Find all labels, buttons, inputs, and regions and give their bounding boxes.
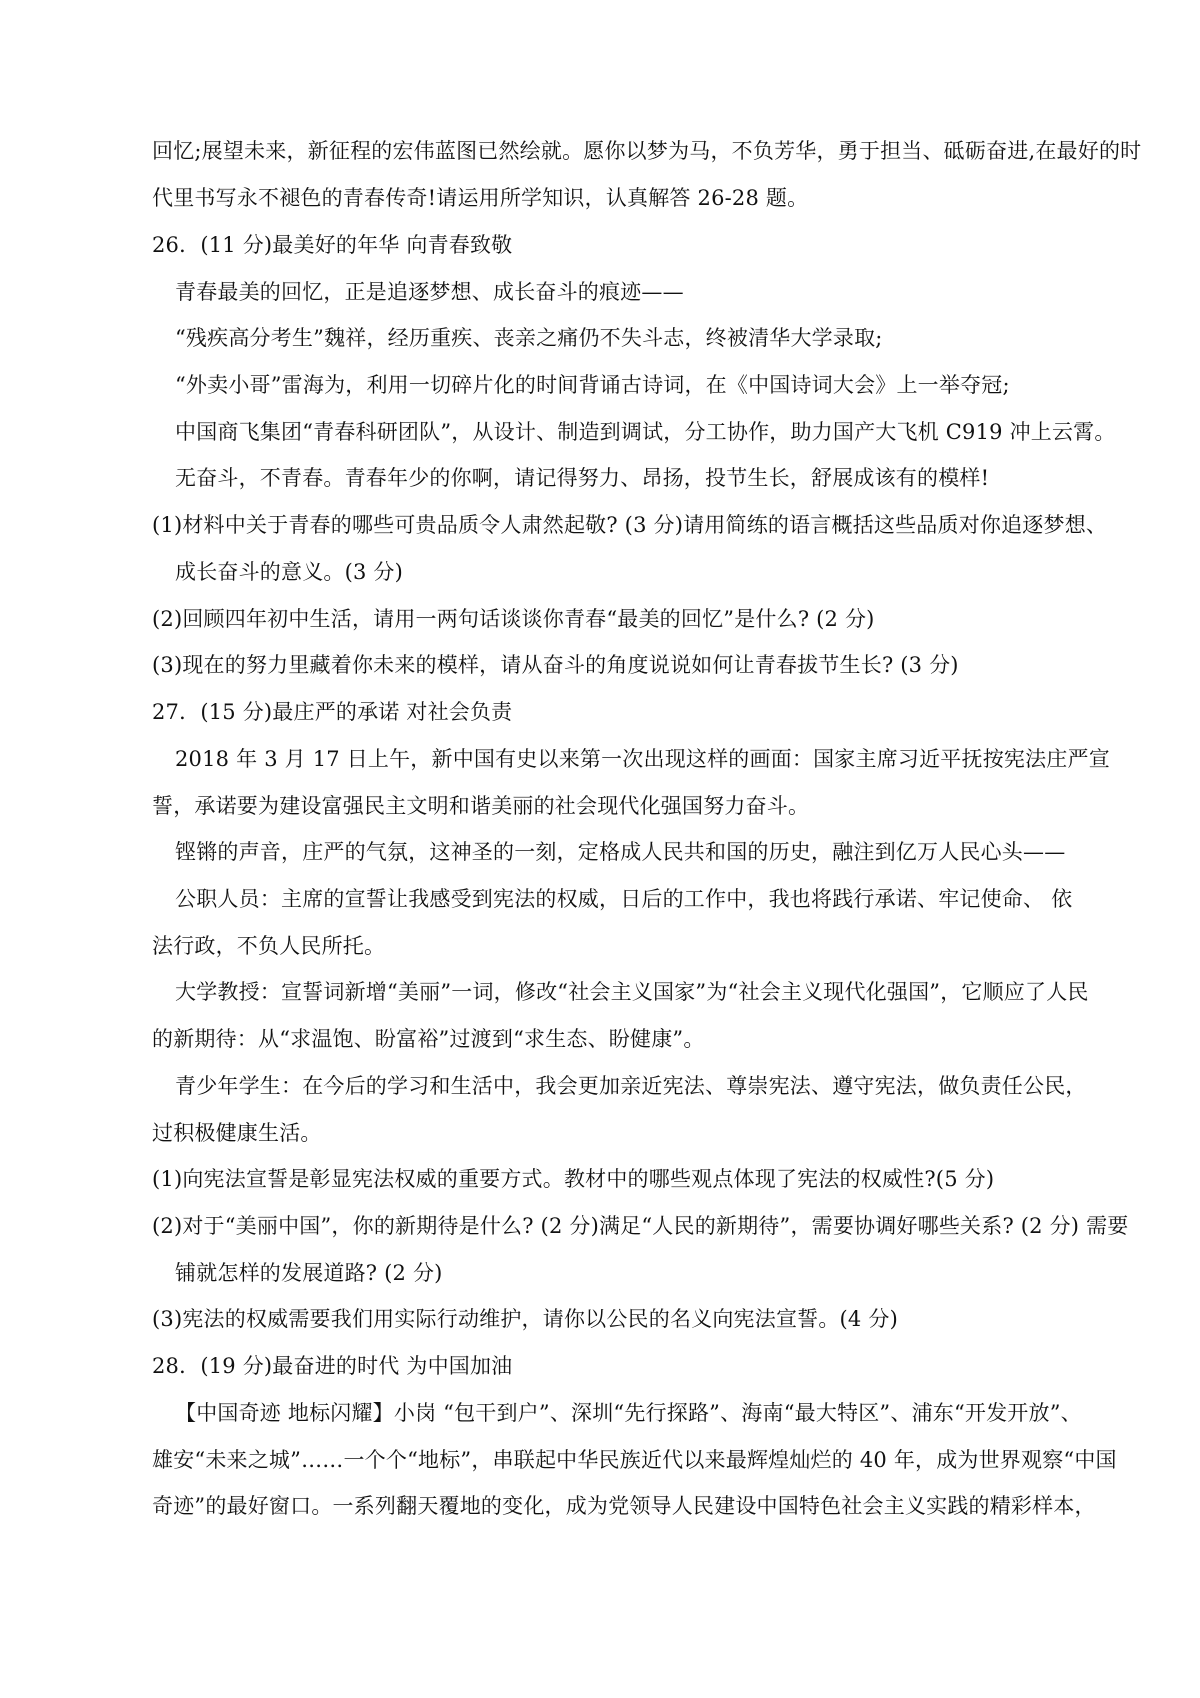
q27-paragraph-4-cont: 的新期待：从“求温饱、盼富裕”过渡到“求生态、盼健康”。 xyxy=(152,1027,705,1051)
q27-subquestion-1: (1)向宪法宣誓是彰显宪法权威的重要方式。教材中的哪些观点体现了宪法的权威性?(5 分) xyxy=(152,1167,995,1191)
q26-subquestion-1-cont: 成长奋斗的意义。(3 分) xyxy=(175,560,404,584)
q27-paragraph-1-cont: 誓，承诺要为建设富强民主文明和谐美丽的社会现代化强国努力奋斗。 xyxy=(152,794,810,818)
q26-material-line: “外卖小哥”雷海为，利用一切碎片化的时间背诵古诗词，在《中国诗词大会》上一举夺冠; xyxy=(175,373,1010,397)
q28-paragraph-1-cont: 雄安“未来之城”……一个个“地标”，串联起中华民族近代以来最辉煌灿烂的 40 年，成为世界观察“中国 xyxy=(152,1448,1117,1472)
q27-paragraph-4: 大学教授：宣誓词新增“美丽”一词，修改“社会主义国家”为“社会主义现代化强国”，它顺应了人民 xyxy=(175,980,1089,1004)
question-27-title: 27．(15 分)最庄严的承诺 对社会负责 xyxy=(152,700,513,724)
q27-paragraph-2: 铿锵的声音，庄严的气氛，这神圣的一刻，定格成人民共和国的历史，融注到亿万人民心头—— xyxy=(175,840,1066,864)
q26-material-line: 无奋斗，不青春。青春年少的你啊，请记得努力、昂扬，投节生长，舒展成该有的模样! xyxy=(175,466,990,490)
q28-paragraph-1: 【中国奇迹 地标闪耀】小岗 “包干到户”、深圳“先行探路”、海南“最大特区”、浦东“开发开放”、 xyxy=(175,1401,1082,1425)
q26-subquestion-2: (2)回顾四年初中生活，请用一两句话谈谈你青春“最美的回忆”是什么? (2 分) xyxy=(152,607,875,631)
q26-material-line: 青春最美的回忆，正是追逐梦想、成长奋斗的痕迹—— xyxy=(175,280,684,304)
q26-subquestion-3: (3)现在的努力里藏着你未来的模样，请从奋斗的角度说说如何让青春拔节生长? (3 分) xyxy=(152,653,959,677)
question-28-title: 28．(19 分)最奋进的时代 为中国加油 xyxy=(152,1354,513,1378)
q26-material-line: “残疾高分考生”魏祥，经历重疾、丧亲之痛仍不失斗志，终被清华大学录取; xyxy=(175,326,883,350)
q27-subquestion-2: (2)对于“美丽中国”，你的新期待是什么? (2 分)满足“人民的新期待”，需要协调好哪些关系? (2 分) 需要 xyxy=(152,1214,1129,1238)
q26-material-line: 中国商飞集团“青春科研团队”，从设计、制造到调试，分工协作，助力国产大飞机 C919 冲上云霄。 xyxy=(175,420,1116,444)
q26-subquestion-1: (1)材料中关于青春的哪些可贵品质令人肃然起敬? (3 分)请用简练的语言概括这些品质对你追逐梦想、 xyxy=(152,513,1108,537)
q27-paragraph-1: 2018 年 3 月 17 日上午，新中国有史以来第一次出现这样的画面：国家主席习近平抚按宪法庄严宣 xyxy=(175,747,1110,771)
q27-subquestion-3: (3)宪法的权威需要我们用实际行动维护，请你以公民的名义向宪法宣誓。(4 分) xyxy=(152,1307,898,1331)
q27-paragraph-5-cont: 过积极健康生活。 xyxy=(152,1121,322,1145)
question-26-title: 26．(11 分)最美好的年华 向青春致敬 xyxy=(152,233,513,257)
q27-subquestion-2-cont: 铺就怎样的发展道路? (2 分) xyxy=(175,1261,443,1285)
intro-line-2: 代里书写永不褪色的青春传奇!请运用所学知识，认真解答 26-28 题。 xyxy=(152,186,809,210)
q27-paragraph-3-cont: 法行政，不负人民所托。 xyxy=(152,934,386,958)
intro-line-1: 回忆;展望未来，新征程的宏伟蓝图已然绘就。愿你以梦为马，不负芳华，勇于担当、砥砺奋进,在最好的时 xyxy=(152,139,1142,163)
q27-paragraph-3: 公职人员：主席的宣誓让我感受到宪法的权威，日后的工作中，我也将践行承诺、牢记使命、 依 xyxy=(175,887,1073,911)
q28-paragraph-1-cont: 奇迹”的最好窗口。一系列翻天覆地的变化，成为党领导人民建设中国特色社会主义实践的精彩样本， xyxy=(152,1494,1096,1518)
q27-paragraph-5: 青少年学生：在今后的学习和生活中，我会更加亲近宪法、尊崇宪法、遵守宪法，做负责任公民， xyxy=(175,1074,1087,1098)
